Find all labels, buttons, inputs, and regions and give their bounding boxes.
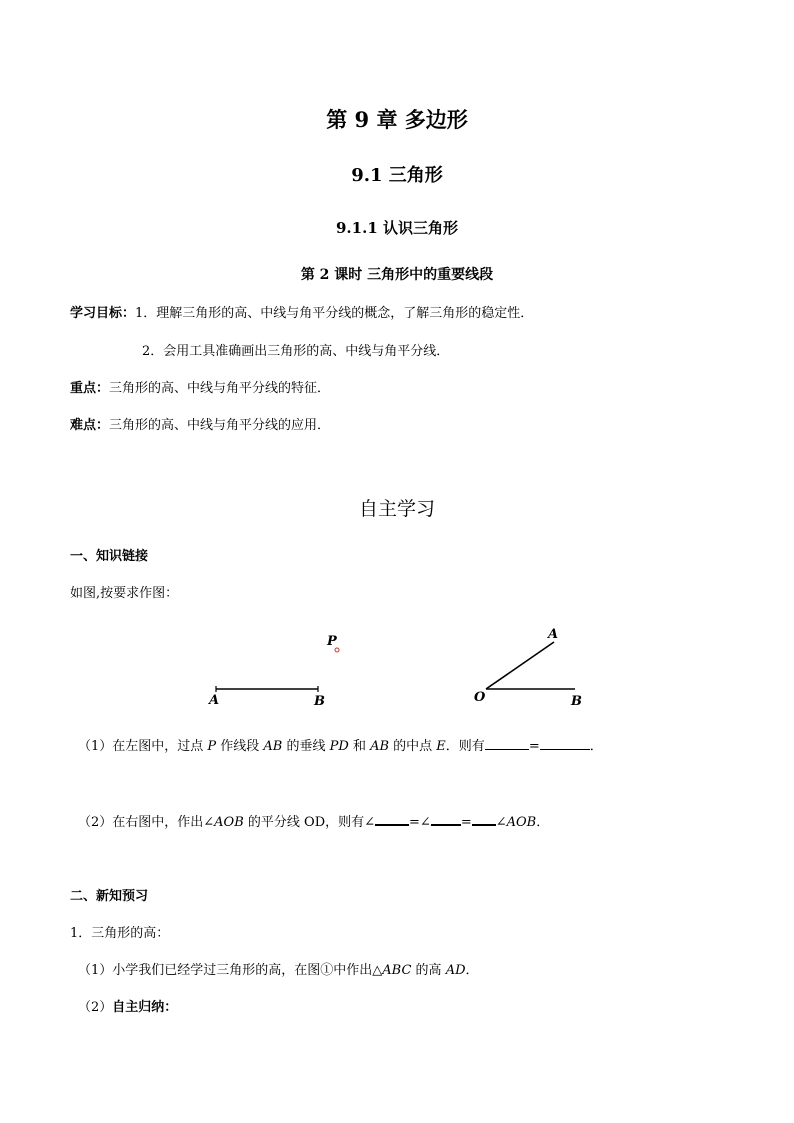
key-point — [70, 377, 330, 396]
q1-end: ． — [589, 739, 603, 754]
subsection-title: 9.1.1 认识三角形 — [336, 219, 458, 237]
part1-heading: 一、知识链接 — [70, 549, 149, 564]
q1-text-2: 的垂线 — [282, 739, 330, 754]
key-point-label: 重点： — [70, 381, 110, 396]
q1-prefix: （1）在左图中，过点 — [78, 739, 208, 754]
part2-heading: 二、新知预习 — [70, 889, 149, 904]
objective-2: 2．会用工具准确画出三角形的高、中线与角平分线． — [142, 344, 450, 359]
q2-blank-1[interactable] — [375, 812, 409, 826]
section-title: 9.1 三角形 — [351, 165, 443, 186]
p2q1-text: 的高 — [411, 963, 446, 978]
q2-prefix: （2）在右图中，作出∠ — [78, 815, 215, 830]
q1-var-pd: PD — [329, 739, 349, 754]
q2-var-aob-1: AOB — [214, 815, 244, 830]
part2-question-1 — [78, 959, 479, 978]
q1-text-4: 的中点 — [389, 739, 437, 754]
q1-blank-2[interactable] — [540, 737, 590, 750]
part2-question-2 — [78, 996, 177, 1015]
construction-figures — [0, 620, 794, 715]
part2-item-1: 1．三角形的高： — [70, 926, 170, 941]
objective-1: 1．理解三角形的高、中线与角平分线的概念，了解三角形的稳定性． — [135, 306, 534, 321]
question-1 — [78, 735, 603, 754]
lesson-title: 第 2 课时 三角形中的重要线段 — [300, 267, 494, 283]
label-a-right: A — [548, 627, 559, 642]
q2-angle-symbol: ∠ — [495, 815, 507, 830]
left-figure — [207, 634, 339, 709]
chapter-title: 第 9 章 多边形 — [326, 107, 468, 132]
q1-text-1: 作线段 — [216, 739, 264, 754]
q1-var-ab-2: AB — [370, 739, 390, 754]
q2-blank-2[interactable] — [431, 812, 461, 826]
label-o: O — [474, 690, 486, 705]
q1-text-3: 和 — [348, 739, 371, 754]
p2q2-text: 自主归纳： — [112, 1000, 178, 1015]
p2q1-end: ． — [465, 963, 479, 978]
p2q1-prefix: （1）小学我们已经学过三角形的高，在图①中作出△ — [78, 963, 383, 978]
q1-var-ab-1: AB — [263, 739, 283, 754]
self-study-title: 自主学习 — [358, 498, 435, 520]
p2q1-var-abc: ABC — [382, 963, 412, 978]
learning-objectives — [70, 302, 533, 321]
q1-equals: = — [528, 739, 540, 754]
q2-end: ． — [536, 815, 550, 830]
ray-oa — [486, 642, 554, 689]
q1-text-5: ．则有 — [445, 739, 485, 754]
label-b-right: B — [571, 694, 582, 709]
label-p: P — [327, 634, 337, 649]
q2-equals-angle: =∠ — [409, 815, 431, 830]
q1-var-e: E — [436, 739, 446, 754]
q2-blank-3[interactable] — [472, 812, 496, 826]
part1-intro: 如图,按要求作图： — [70, 586, 179, 601]
q2-text-1: 的平分线 OD，则有∠ — [243, 815, 376, 830]
objectives-label: 学习目标： — [70, 306, 136, 321]
difficulty — [70, 414, 330, 433]
difficulty-text: 三角形的高、中线与角平分线的应用． — [109, 418, 331, 433]
q2-equals: = — [460, 815, 472, 830]
label-b-left: B — [314, 694, 325, 709]
p2q1-var-ad: AD — [445, 963, 466, 978]
q2-var-aob-2: AOB — [506, 815, 537, 830]
key-point-text: 三角形的高、中线与角平分线的特征． — [109, 381, 331, 396]
right-figure — [474, 627, 582, 709]
p2q2-label: （2） — [78, 1000, 113, 1015]
label-a-left: A — [209, 693, 220, 708]
q1-blank-1[interactable] — [485, 737, 529, 750]
q1-var-p: P — [207, 739, 217, 754]
difficulty-label: 难点： — [70, 418, 110, 433]
question-2 — [78, 811, 549, 830]
